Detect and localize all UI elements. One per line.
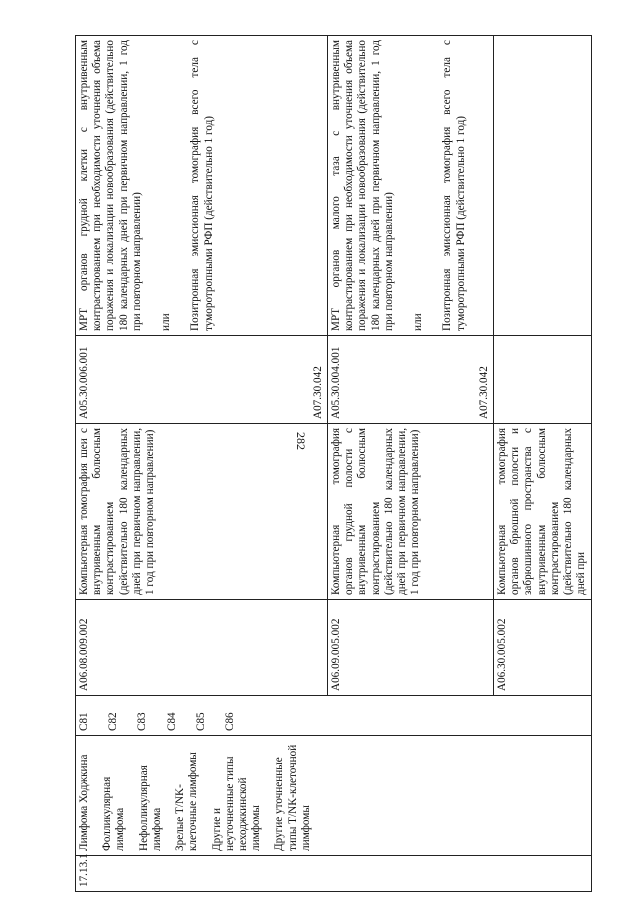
table-row [76, 36, 328, 892]
icd-code: C86 [224, 712, 237, 731]
service-description: Компьютерная томография органов брюшной полости и забрюшинного пространства с внутривенным болюсным контрастированием (действительно 180 календарных дней при [496, 428, 588, 595]
alternative-code-cell [76, 336, 328, 424]
icd-code: C81 [78, 712, 90, 731]
or-label: или [160, 313, 173, 331]
icd-code: C85 [194, 712, 207, 731]
diagnosis-name: Зрелые T/NK-клеточные лимфомы [174, 752, 200, 851]
service-description-cell [494, 424, 592, 600]
alternative-code-cell [328, 336, 494, 424]
rotated-page-content [75, 36, 588, 892]
alternative-description: МРТ органов малого таза с внутривенным контрастированием при необходимости уточнения объема поражения и локализации новообразования (действительно 180 календарных дней при первичном направлении, 1 год при повторном направлении) [330, 40, 395, 331]
service-code: A06.08.009.002 [78, 618, 90, 691]
alternative-description: Позитронная эмиссионная томография всего тела с туморотропными РФП (действительно 1 год) [189, 40, 215, 331]
or-label: или [412, 313, 425, 331]
service-code: A06.30.005.002 [496, 618, 508, 691]
alternative-description: МРТ органов грудной клетки с внутривенным контрастированием при необходимости уточнения объема поражения и локализации новообразования (действительно 180 календарных дней при первичном направлении, 1 год при повторном направлении) [78, 40, 143, 331]
diagnosis-name: Лимфома Ходжкина [78, 754, 90, 851]
alternative-code: A07.30.042 [311, 366, 324, 419]
alternative-description-cell [76, 36, 328, 336]
page-number: 282 [294, 432, 308, 450]
alternative-code-cell [494, 336, 592, 424]
alternative-code: A07.30.042 [477, 366, 490, 419]
service-description: Компьютерная томография органов грудной полости с внутривенным болюсным контрастированием (действительно 180 календарных дней при первичном направлении, 1 год при повторном направлении) [330, 428, 422, 595]
section-number-cell [76, 853, 592, 892]
alternative-code: A05.30.006.001 [78, 346, 90, 419]
service-description-cell [328, 424, 494, 600]
alternative-description-cell [494, 36, 592, 336]
diagnosis-name: Фолликулярная лимфома [101, 776, 127, 851]
service-code: A06.09.005.002 [330, 618, 342, 691]
icd-code: C83 [136, 712, 149, 731]
diagnosis-name: Нефолликулярная лимфома [137, 765, 163, 851]
diagnosis-name: Другие и неуточненные типы неходжкинской лимфомы [210, 756, 263, 851]
service-code-cell [76, 600, 328, 696]
service-code-cell [328, 600, 494, 696]
icd-code: C84 [165, 712, 178, 731]
diagnosis-name: Другие уточненные типы T/NK-клеточной лимфомы [273, 744, 312, 851]
criteria-table [75, 35, 592, 892]
service-code-cell [494, 600, 592, 696]
section-number: 17.13.1 [78, 853, 90, 887]
alternative-description: Позитронная эмиссионная томография всего тела с туморотропными РФП (действительно 1 год) [441, 40, 467, 331]
service-description-cell [76, 424, 328, 600]
diagnosis-names-cell [76, 736, 592, 856]
icd-code: C82 [107, 712, 120, 731]
icd-codes-cell [76, 696, 592, 736]
alternative-code: A05.30.004.001 [330, 346, 342, 419]
alternative-description-cell [328, 36, 494, 336]
service-description: Компьютерная томография шеи с внутривенным болюсным контрастированием (действительно 180 календарных дней при первичном направлении, 1 год при повторном направлении) [78, 428, 157, 595]
